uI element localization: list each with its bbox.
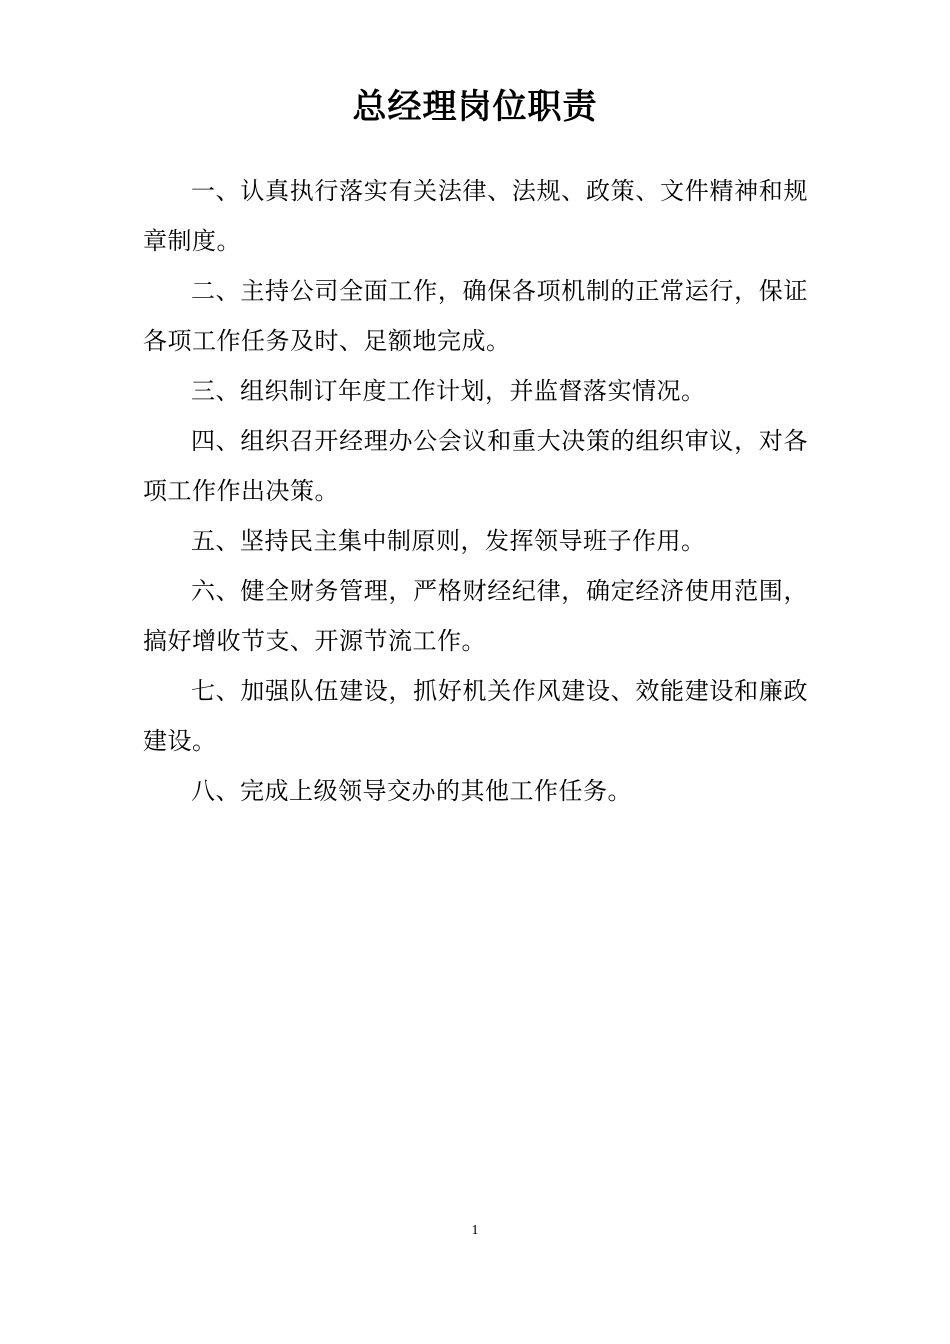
duty-item-1: 一、认真执行落实有关法律、法规、政策、文件精神和规章制度。 — [143, 177, 808, 255]
duty-item-5: 五、坚持民主集中制原则，发挥领导班子作用。 — [191, 527, 706, 555]
duty-item-7: 七、加强队伍建设，抓好机关作风建设、效能建设和廉政建设。 — [143, 677, 808, 755]
duty-item-4: 四、组织召开经理办公会议和重大决策的组织审议，对各项工作作出决策。 — [143, 427, 808, 505]
duty-item-6: 六、健全财务管理，严格财经纪律，确定经济使用范围，搞好增收节支、开源节流工作。 — [143, 577, 808, 655]
duty-item-3: 三、组织制订年度工作计划，并监督落实情况。 — [191, 377, 706, 405]
document-body — [143, 166, 808, 816]
duty-item-2: 二、主持公司全面工作，确保各项机制的正常运行，保证各项工作任务及时、足额地完成。 — [143, 277, 808, 355]
page-number: 1 — [471, 1223, 479, 1238]
duty-item-8: 八、完成上级领导交办的其他工作任务。 — [191, 777, 632, 805]
document-title: 总经理岗位职责 — [352, 87, 598, 127]
